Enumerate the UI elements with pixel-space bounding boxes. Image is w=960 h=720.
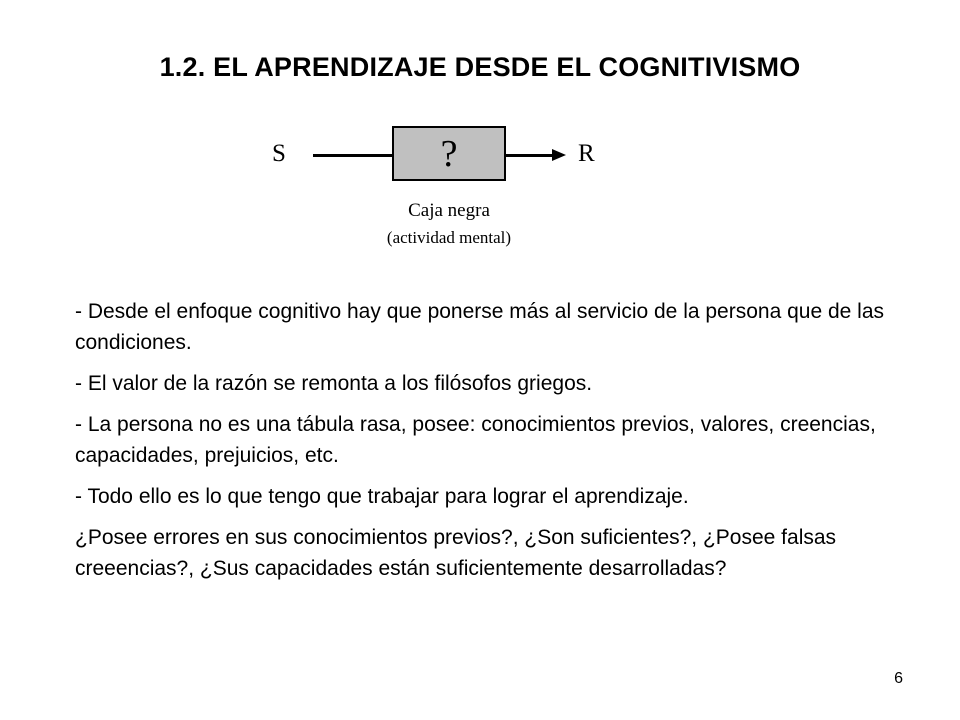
question-mark: ? [440, 133, 458, 175]
arrow-head-icon [552, 149, 566, 161]
black-box-caption: Caja negra [408, 200, 490, 221]
black-box [392, 126, 506, 181]
paragraph-reason-value: - El valor de la razón se remonta a los filósofos griegos. [75, 372, 593, 395]
input-line [313, 154, 393, 157]
black-box-subcaption: (actividad mental) [386, 228, 512, 247]
output-line [506, 154, 554, 157]
paragraph-questions: ¿Posee errores en sus conocimientos previos?, ¿Son suficientes?, ¿Posee falsas creeencias?, ¿Sus capacidades están suficientemente desarrolladas? [75, 526, 837, 580]
slide-title: 1.2. EL APRENDIZAJE DESDE EL COGNITIVISMO [159, 52, 801, 82]
paragraph-tabula-rasa: - La persona no es una tábula rasa, posee: conocimientos previos, valores, creencias, capacidades, prejuicios, etc. [75, 413, 876, 467]
page-number: 6 [894, 670, 903, 687]
black-box-diagram [0, 0, 960, 300]
response-label: R [578, 140, 595, 167]
paragraph-cognitive-approach: - Desde el enfoque cognitivo hay que ponerse más al servicio de la persona que de las condiciones. [75, 300, 885, 354]
slide-body [75, 296, 895, 594]
stimulus-label: S [272, 140, 286, 167]
paragraph-work-learning: - Todo ello es lo que tengo que trabajar para lograr el aprendizaje. [75, 485, 689, 508]
